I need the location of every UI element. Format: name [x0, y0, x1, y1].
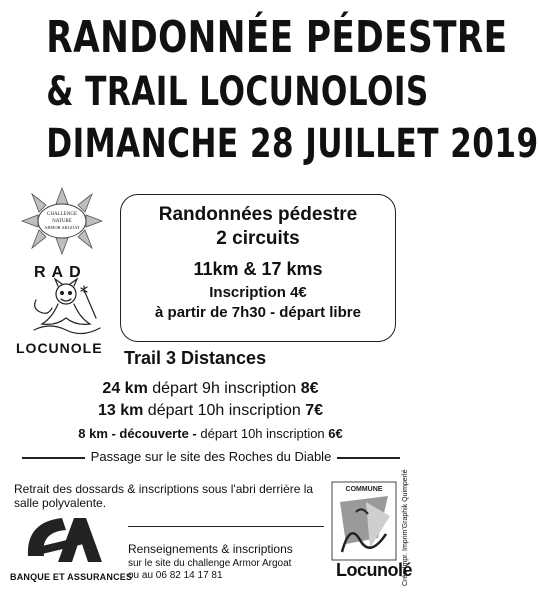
commune-logo-icon — [330, 482, 398, 560]
devil-mascot-icon — [30, 278, 102, 336]
trail-heading: Trail 3 Distances — [124, 348, 267, 368]
randonnee-inscription: Inscription 4€ — [209, 284, 307, 301]
trail-distance: 24 km — [102, 380, 148, 397]
trail-price: 7€ — [305, 402, 324, 419]
challenge-badge-logo — [22, 188, 102, 254]
badge-text-2: NATURE — [52, 219, 72, 224]
commune-name: Locunolé — [336, 560, 412, 580]
rad-logo-label: RAD — [34, 264, 87, 281]
randonnee-depart: à partir de 7h30 - départ libre — [155, 304, 361, 321]
title-line-1: RANDONNÉE PÉDESTRE — [46, 12, 508, 63]
trail-price: 8€ — [300, 380, 319, 397]
retrait-notice: Retrait des dossards & inscriptions sous l'abri derrière la salle polyvalente. — [14, 482, 314, 510]
printer-credit: Créa-Impr. Imprim'Graphik Quimperlé — [402, 469, 409, 586]
commune-logo-text: COMMUNE — [345, 486, 383, 493]
contact-heading: Renseignements & inscriptions — [128, 542, 293, 556]
randonnee-distances: 11km & 17 kms — [193, 259, 323, 279]
trail-distance-row — [0, 402, 421, 420]
randonnee-circuits: 2 circuits — [216, 228, 300, 249]
trail-detail: départ 10h inscription — [196, 426, 329, 441]
contact-site: sur le site du challenge Armor Argoat — [128, 558, 292, 569]
trail-detail: départ 10h inscription — [143, 402, 306, 419]
title-line-2: & TRAIL LOCUNOLOIS — [46, 69, 429, 115]
trail-price: 6€ — [328, 426, 343, 441]
trail-distance: 13 km — [97, 402, 144, 419]
randonnee-heading: Randonnées pédestre — [158, 204, 358, 225]
randonnee-info-box — [120, 194, 396, 342]
title-line-3: DIMANCHE 28 JUILLET 2019 — [46, 121, 539, 167]
trail-distance-row — [0, 426, 421, 441]
trail-distance-row — [0, 380, 421, 398]
bank-label: BANQUE ET ASSURANCES — [10, 572, 133, 582]
bank-logo-icon — [22, 512, 108, 568]
badge-text-3: ARMOR ARGOAT — [44, 225, 80, 230]
badge-text-1: CHALLENGE — [47, 212, 77, 217]
contact-divider — [128, 526, 324, 527]
rad-logo-town: LOCUNOLE — [16, 340, 103, 356]
passage-banner — [22, 448, 400, 466]
trail-distance: 8 km - découverte - — [78, 426, 197, 441]
passage-text: Passage sur le site des Roches du Diable — [85, 449, 338, 464]
trail-detail: départ 9h inscription — [147, 380, 301, 397]
contact-phone: ou au 06 82 14 17 81 — [128, 570, 223, 581]
